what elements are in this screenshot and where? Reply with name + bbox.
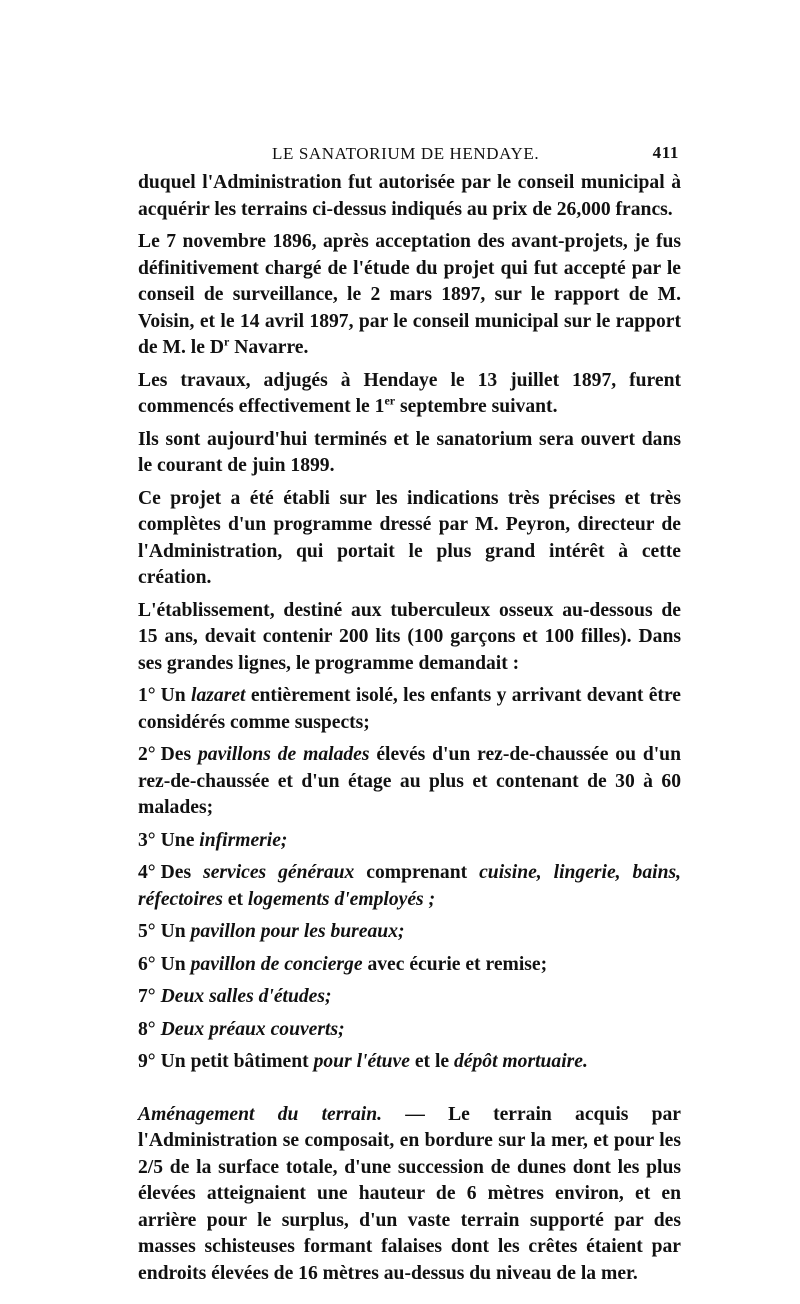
- superscript: r: [223, 334, 230, 349]
- paragraph-text: Ils sont aujourd'hui terminés et le sanatorium sera ouvert dans le courant de juin 1899.: [138, 428, 681, 476]
- list-number: 5°: [138, 921, 156, 942]
- text-run: et: [222, 888, 248, 910]
- italic-run: pavillon de concierge: [190, 953, 363, 975]
- list-item: [138, 1017, 681, 1044]
- body-text: [138, 170, 681, 1287]
- text-run: Des: [160, 744, 198, 765]
- list-item: [138, 1049, 681, 1076]
- list-number: 1°: [138, 685, 156, 706]
- text-run: comprenant: [354, 862, 480, 883]
- italic-run: infirmerie;: [199, 829, 288, 851]
- list-number: 4°: [138, 862, 156, 883]
- italic-run: logements d'employés ;: [247, 888, 436, 910]
- text-run: avec écurie et remise;: [362, 953, 548, 975]
- paragraph: [138, 427, 681, 480]
- text-run: Un petit bâtiment: [160, 1051, 314, 1072]
- paragraph: [138, 486, 681, 592]
- text-run: entièrement isolé, les enfants y arrivant devant être considérés comme suspects;: [138, 685, 681, 733]
- paragraph-text: Navarre.: [229, 337, 309, 358]
- text-run: Une: [160, 829, 200, 851]
- list-number: 9°: [138, 1051, 156, 1072]
- text-run: Un: [160, 921, 191, 942]
- italic-run: pavillons de malades: [197, 744, 370, 765]
- list-number: 3°: [138, 829, 156, 851]
- list-item: [138, 919, 681, 946]
- paragraph-text: duquel l'Administration fut autorisée par le conseil municipal à acquérir les terrains ci-dessus indiqués au prix de 26,000 francs.: [138, 172, 681, 220]
- list-item: [138, 984, 681, 1011]
- paragraph-text: Le 7 novembre 1896, après acceptation des avant-projets, je fus définitivement chargé de l'étude du projet qui fut accepté par le conseil de surveillance, le 2 mars 1897, sur le rapport de M. Voisin, et le 14 avril 1897, par le conseil municipal sur le rapport de M. le D: [138, 231, 681, 358]
- section-paragraph: [138, 1102, 681, 1288]
- list-number: 2°: [138, 744, 156, 765]
- italic-run: dépôt mortuaire.: [453, 1051, 588, 1072]
- book-page: [138, 140, 681, 1293]
- running-header: [138, 140, 681, 170]
- italic-run: Deux préaux couverts;: [160, 1018, 345, 1040]
- paragraph: [138, 229, 681, 362]
- list-item: [138, 860, 681, 913]
- italic-run: pour l'étuve: [313, 1051, 410, 1072]
- paragraph-text: Les travaux, adjugés à Hendaye le 13 juillet 1897, furent commencés effectivement le 1: [138, 369, 681, 417]
- italic-run: pavillon pour les bureaux;: [190, 921, 405, 942]
- list-number: 7°: [138, 986, 156, 1007]
- paragraph-text: — Le terrain acquis par l'Administration se composait, en bordure sur la mer, et pour les 2/5 de la surface totale, d'une succession de dunes dont les plus élevées atteignaient une hauteur de 6 mètres environ, et en arrière pour le surplus, d'un vaste terrain supporté par des masses schisteuses formant falaises dont les crêtes étaient par endroits élevées de 16 mètres au-dessus du niveau de la mer.: [138, 1103, 682, 1284]
- italic-run: Deux salles d'études;: [160, 986, 332, 1007]
- paragraph-text: L'établissement, destiné aux tuberculeux osseux au-dessous de 15 ans, devait contenir 200 lits (100 garçons et 100 filles). Dans ses grandes lignes, le programme demandait :: [138, 599, 681, 674]
- superscript: er: [384, 393, 396, 408]
- paragraph: [138, 598, 681, 678]
- section-heading: Aménagement du terrain.: [138, 1103, 383, 1125]
- paragraph: [138, 368, 681, 421]
- text-run: Un: [160, 685, 192, 706]
- list-item: [138, 952, 681, 979]
- italic-run: lazaret: [191, 685, 246, 706]
- list-number: 6°: [138, 953, 156, 975]
- text-run: élevés d'un rez-de-chaussée ou d'un rez-de-chaussée et d'un étage au plus et contenant de 30 à 60 malades;: [138, 744, 681, 818]
- italic-run: services généraux: [203, 862, 355, 883]
- section-spacer: [138, 1082, 681, 1102]
- list-number: 8°: [138, 1018, 156, 1040]
- paragraph-text: Ce projet a été établi sur les indications très précises et très complètes d'un programme dressé par M. Peyron, directeur de l'Administration, qui portait le plus grand intérêt à cette création.: [138, 487, 681, 588]
- page-number: 411: [652, 143, 679, 162]
- italic-run: cuisine, lingerie, bains, réfectoires: [138, 862, 681, 910]
- text-run: Des: [160, 862, 204, 883]
- list-item: [138, 742, 681, 822]
- list-item: [138, 683, 681, 736]
- paragraph: [138, 170, 681, 223]
- text-run: Un: [160, 953, 191, 975]
- paragraph-text: septembre suivant.: [395, 396, 558, 417]
- running-title: LE SANATORIUM DE HENDAYE.: [272, 144, 540, 163]
- list-item: [138, 828, 681, 855]
- text-run: et le: [409, 1051, 454, 1072]
